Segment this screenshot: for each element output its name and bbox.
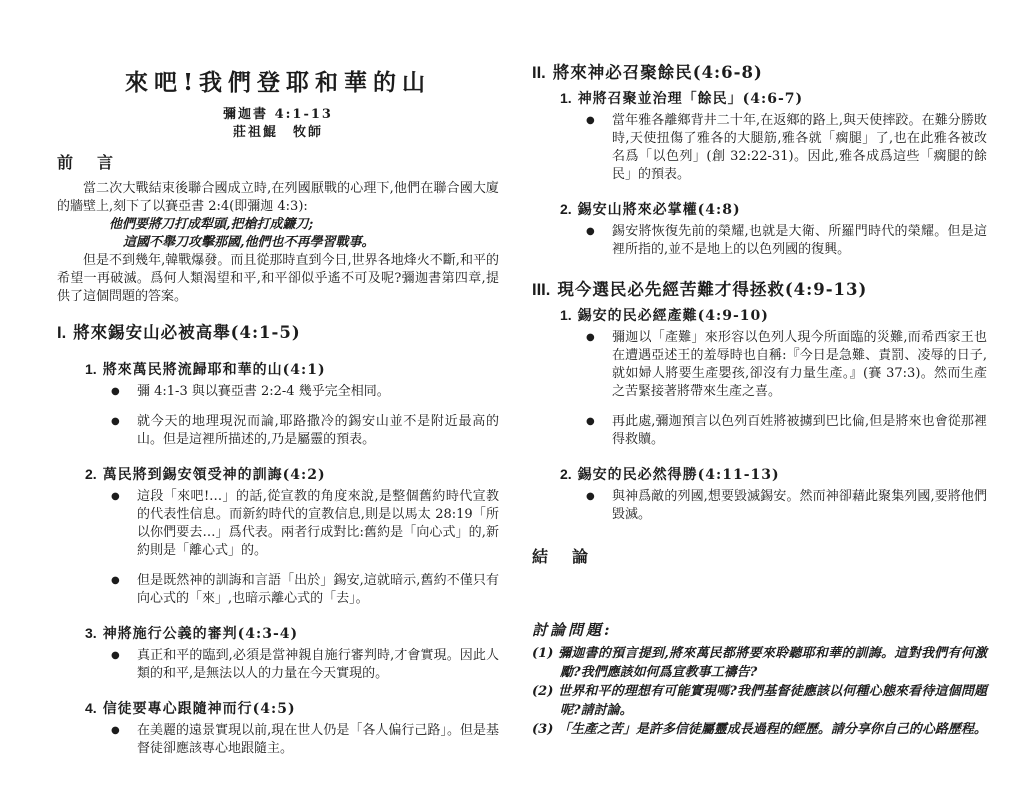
bullet-item (111, 488, 499, 560)
section-2-heading (532, 62, 987, 84)
page-title: 來吧!我們登耶和華的山 (124, 69, 432, 96)
bullet-item (586, 329, 987, 401)
item-title: 萬民將到錫安領受神的訓誨(4:2) (102, 467, 326, 483)
bullet-item (586, 112, 987, 184)
section-1-heading (57, 322, 499, 344)
bullet-item (111, 572, 499, 608)
item-title: 錫安的民必經產難(4:9-10) (577, 308, 769, 324)
bullet-icon: ● (586, 115, 595, 126)
bullet-text: 當年雅各離鄉背井二十年,在返鄉的路上,與天使摔跤。在難分勝敗時,天使扭傷了雅各的大腿筋,雅各就「瘸腿」了,也在此雅各被改名爲「以色列」(創 32:22-31)。因此,雅各成爲這些「瘸腿的餘民」的預表。 (612, 113, 987, 182)
item-number: 2. (560, 201, 572, 217)
section-1-item-3-heading (85, 624, 499, 644)
section-2-item-1-heading (560, 89, 987, 109)
bullet-item (586, 413, 987, 449)
bullet-icon: ● (586, 491, 595, 502)
question-number: (1) (532, 646, 554, 661)
bullet-icon: ● (111, 416, 120, 427)
bullet-icon: ● (111, 650, 120, 661)
bullet-item (586, 223, 987, 259)
preface-heading: 前 言 (57, 153, 118, 172)
bullet-item (586, 488, 987, 524)
section-2-title: 將來神必召聚餘民(4:6-8) (552, 63, 763, 82)
section-1-item-2-heading (85, 465, 499, 485)
left-column (57, 68, 499, 770)
bullet-text: 真正和平的臨到,必須是當神親自施行審判時,才會實現。因此人類的和平,是無法以人的力量在今天實現的。 (137, 648, 499, 681)
bullet-item (111, 722, 499, 758)
discussion-question-1 (532, 645, 987, 682)
bullet-text: 但是既然神的訓誨和言語「出於」錫安,這就暗示,舊約不僅只有向心式的「來」,也暗示離心式的「去」。 (137, 573, 499, 606)
section-3-number: III. (532, 281, 551, 299)
discussion-heading: 討論問題: (532, 621, 613, 639)
bullet-item (111, 647, 499, 683)
bullet-icon: ● (111, 575, 120, 586)
section-1-number: I. (57, 324, 67, 342)
bullet-text: 這段「來吧!…」的話,從宣教的角度來說,是整個舊約時代宣教的代表性信息。而新約時代的宣教信息,則是以馬太 28:19「所以你們要去…」爲代表。兩者行成對比:舊約是「向心式」的,新約則是「離心式」的。 (137, 489, 499, 558)
bullet-text: 彌 4:1-3 與以賽亞書 2:2-4 幾乎完全相同。 (137, 384, 390, 399)
preface-paragraph-1: 當二次大戰結束後聯合國成立時,在列國厭戰的心理下,他們在聯合國大廈的牆壁上,刻下了以賽亞書 2:4(即彌迦 4:3): (57, 181, 499, 214)
section-1-item-4-heading (85, 699, 499, 719)
conclusion-heading: 結 論 (532, 547, 593, 566)
bullet-item (111, 413, 499, 449)
bullet-icon: ● (111, 491, 120, 502)
bullet-text: 彌迦以「產難」來形容以色列人現今所面臨的災難,而希西家王也在遭遇亞述王的羞辱時也自稱:『今日是急難、責罰、凌辱的日子,就如婦人將要生產嬰孩,卻沒有力量生產。』(賽 37:3)。然而生產之苦緊接著將帶來生產之喜。 (612, 330, 987, 399)
question-number: (3) (532, 722, 554, 737)
quoted-verse-line-2: 這國不舉刀攻擊那國,他們也不再學習戰事。 (123, 235, 375, 250)
item-title: 神將施行公義的審判(4:3-4) (102, 626, 299, 642)
bullet-icon: ● (586, 226, 595, 237)
section-2-number: II. (532, 64, 546, 82)
item-title: 神將召聚並治理「餘民」(4:6-7) (577, 91, 804, 107)
question-text: 世界和平的理想有可能實現嗎?我們基督徒應該以何種心態來看待這個問題呢?請討論。 (553, 684, 987, 718)
item-number: 3. (85, 625, 97, 641)
question-text: 「生產之苦」是許多信徒屬靈成長過程的經歷。請分享你自己的心路歷程。 (553, 722, 987, 737)
discussion-question-3 (532, 721, 987, 740)
bullet-icon: ● (111, 386, 120, 397)
scripture-reference: 彌迦書 4:1-13 (223, 107, 333, 122)
item-title: 錫安的民必然得勝(4:11-13) (577, 467, 780, 483)
right-column (532, 62, 987, 741)
bullet-text: 在美麗的遠景實現以前,現在世人仍是「各人偏行己路」。但是基督徒卻應該專心地跟隨主。 (137, 723, 499, 756)
bullet-icon: ● (586, 332, 595, 343)
question-number: (2) (532, 684, 554, 699)
item-number: 4. (85, 700, 97, 716)
section-3-item-2-heading (560, 465, 987, 485)
section-3-title: 現今選民必先經苦難才得拯救(4:9-13) (557, 280, 868, 299)
preface-paragraph-2: 但是不到幾年,韓戰爆發。而且從那時直到今日,世界各地烽火不斷,和平的希望一再破滅。爲何人類渴望和平,和平卻似乎遙不可及呢?彌迦書第四章,提供了這個問題的答案。 (57, 253, 499, 304)
bullet-item (111, 383, 499, 401)
section-2-item-2-heading (560, 200, 987, 220)
bullet-text: 與神爲敵的列國,想要毀滅錫安。然而神卻藉此聚集列國,要將他們毀滅。 (612, 489, 987, 522)
section-3-heading (532, 279, 987, 301)
bullet-icon: ● (586, 416, 595, 427)
bullet-text: 錫安將恢復先前的榮耀,也就是大衛、所羅門時代的榮耀。但是這裡所指的,並不是地上的以色列國的復興。 (612, 224, 987, 257)
item-number: 1. (85, 361, 97, 377)
item-title: 信徒要專心跟隨神而行(4:5) (102, 701, 296, 717)
question-text: 彌迦書的預言提到,將來萬民都將要來聆聽耶和華的訓誨。這對我們有何激勵?我們應該如何爲宣教事工禱告? (553, 646, 987, 680)
bullet-icon: ● (111, 725, 120, 736)
item-title: 將來萬民將流歸耶和華的山(4:1) (102, 362, 326, 378)
item-number: 2. (560, 466, 572, 482)
quoted-verse-line-1: 他們要將刀打成犁頭,把槍打成鐮刀; (109, 217, 314, 232)
item-number: 1. (560, 307, 572, 323)
section-3-item-1-heading (560, 306, 987, 326)
discussion-question-2 (532, 683, 987, 720)
bullet-text: 就今天的地理現況而論,耶路撒冷的錫安山並不是附近最高的山。但是這裡所描述的,乃是屬靈的預表。 (137, 414, 499, 447)
bullet-text: 再此處,彌迦預言以色列百姓將被擄到巴比倫,但是將來也會從那裡得救贖。 (612, 414, 987, 447)
section-1-item-1-heading (85, 360, 499, 380)
item-number: 2. (85, 466, 97, 482)
section-1-title: 將來錫安山必被高舉(4:1-5) (73, 323, 301, 342)
item-number: 1. (560, 90, 572, 106)
speaker-name: 莊祖鯤 牧師 (232, 125, 323, 140)
item-title: 錫安山將來必掌權(4:8) (577, 202, 741, 218)
